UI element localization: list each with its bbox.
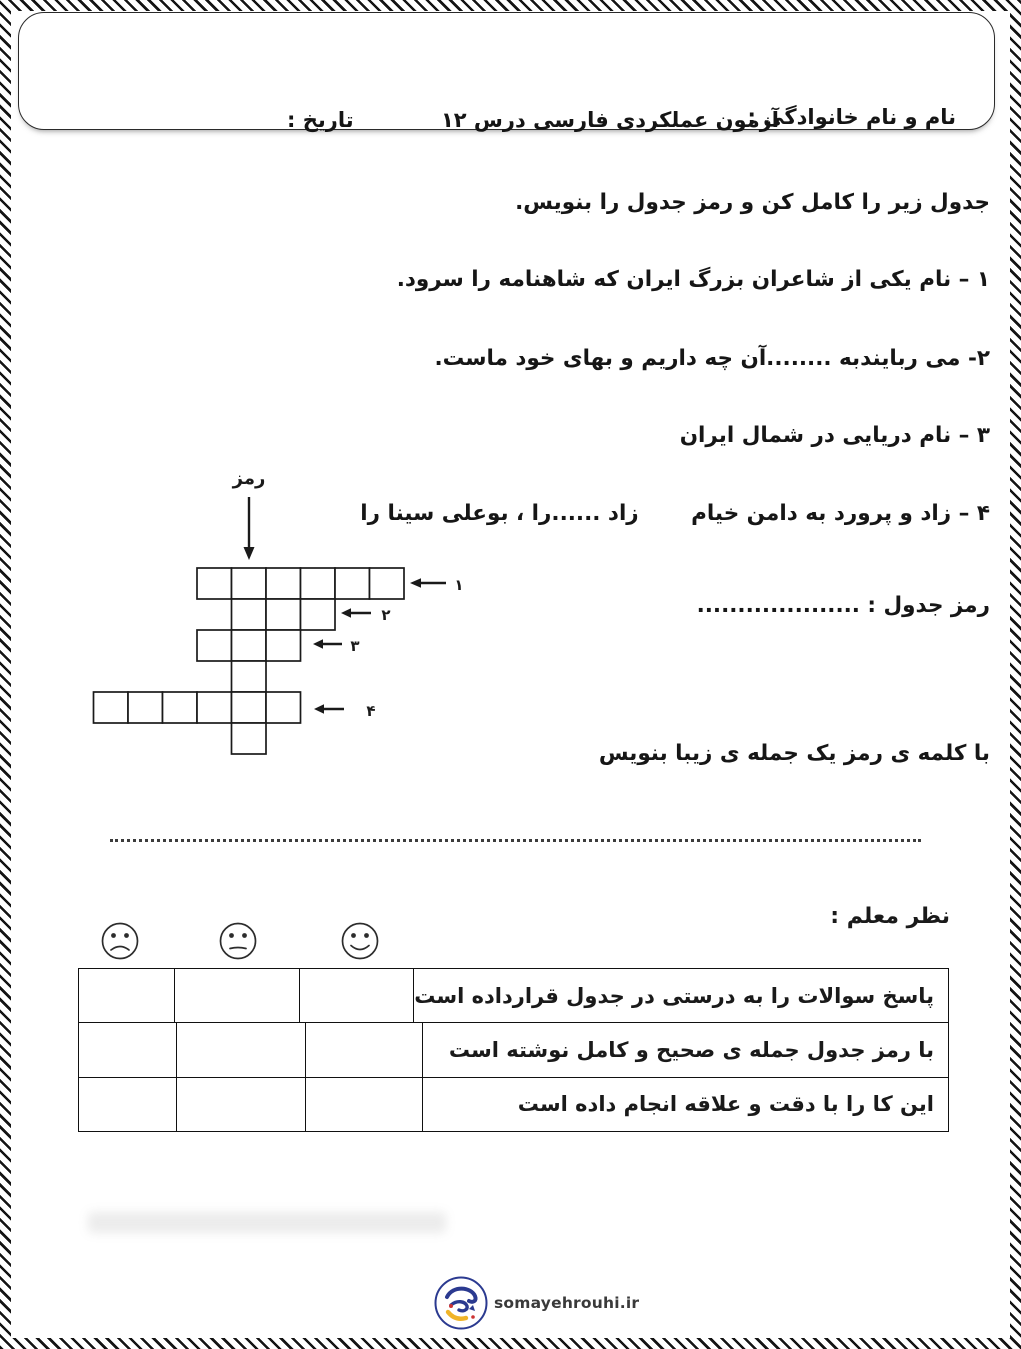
teacher-opinion-label: نظر معلم :: [830, 904, 950, 929]
student-name-label: نام و نام خانوادگی :: [747, 105, 956, 129]
site-logo-icon: [433, 1275, 489, 1331]
happy-face-icon: [338, 919, 382, 963]
header-box: [18, 12, 995, 130]
crossword-puzzle: [75, 452, 485, 767]
date-label: تاریخ :: [287, 108, 354, 132]
check-cell: [306, 1023, 423, 1076]
table-row: [79, 969, 948, 1022]
question-3: ۳ – نام دریایی در شمال ایران: [679, 423, 990, 448]
code-label: رمز: [232, 468, 266, 489]
check-cell: [79, 969, 175, 1022]
table-row: [79, 1077, 948, 1131]
code-arrow: [232, 468, 266, 560]
dotted-answer-line: [110, 839, 921, 842]
check-cell: [79, 1078, 177, 1131]
check-cell: [177, 1023, 306, 1076]
check-cell: [177, 1078, 306, 1131]
criterion-text: پاسخ سوالات را به درستی در جدول قرارداده است: [414, 983, 934, 1008]
criterion-text: با رمز جدول جمله ی صحیح و کامل نوشته است: [448, 1037, 934, 1062]
crossword-grid: [94, 568, 405, 754]
teacher-evaluation-table: [78, 968, 949, 1132]
check-cell: [79, 1023, 177, 1076]
table-row: [79, 1022, 948, 1076]
faded-watermark: [88, 1212, 446, 1233]
instruction-line: جدول زیر را کامل کن و رمز جدول را بنویس.: [515, 190, 990, 215]
code-answer-line: رمز جدول : ....................: [696, 593, 990, 618]
arrow-label-1: ۱: [454, 576, 464, 594]
arrow-label-2: ۲: [381, 606, 391, 624]
exam-title: آزمون عملکردی فارسی درس ۱۲: [440, 108, 780, 132]
check-cell: [175, 969, 301, 1022]
check-cell: [300, 969, 414, 1022]
question-1: ۱ – نام یکی از شاعران بزرگ ایران که شاهنامه را سرود.: [396, 267, 990, 292]
check-cell: [306, 1078, 423, 1131]
question-4: ۴ – زاد و پرورد به دامن خیام زاد ......را ، بوعلی سینا را: [360, 501, 990, 526]
sad-face-icon: [98, 919, 142, 963]
site-url: somayehrouhi.ir: [494, 1294, 640, 1312]
arrow-label-3: ۳: [350, 637, 360, 655]
sentence-prompt: با کلمه ی رمز یک جمله ی زیبا بنویس: [598, 741, 990, 766]
neutral-face-icon: [216, 919, 260, 963]
question-2: ۲- می ربایندبه ........آن چه داریم و بهای خود ماست.: [434, 346, 990, 371]
arrow-label-4: ۴: [366, 702, 376, 720]
criterion-text: این کا را با دقت و علاقه انجام داده است: [517, 1092, 934, 1117]
